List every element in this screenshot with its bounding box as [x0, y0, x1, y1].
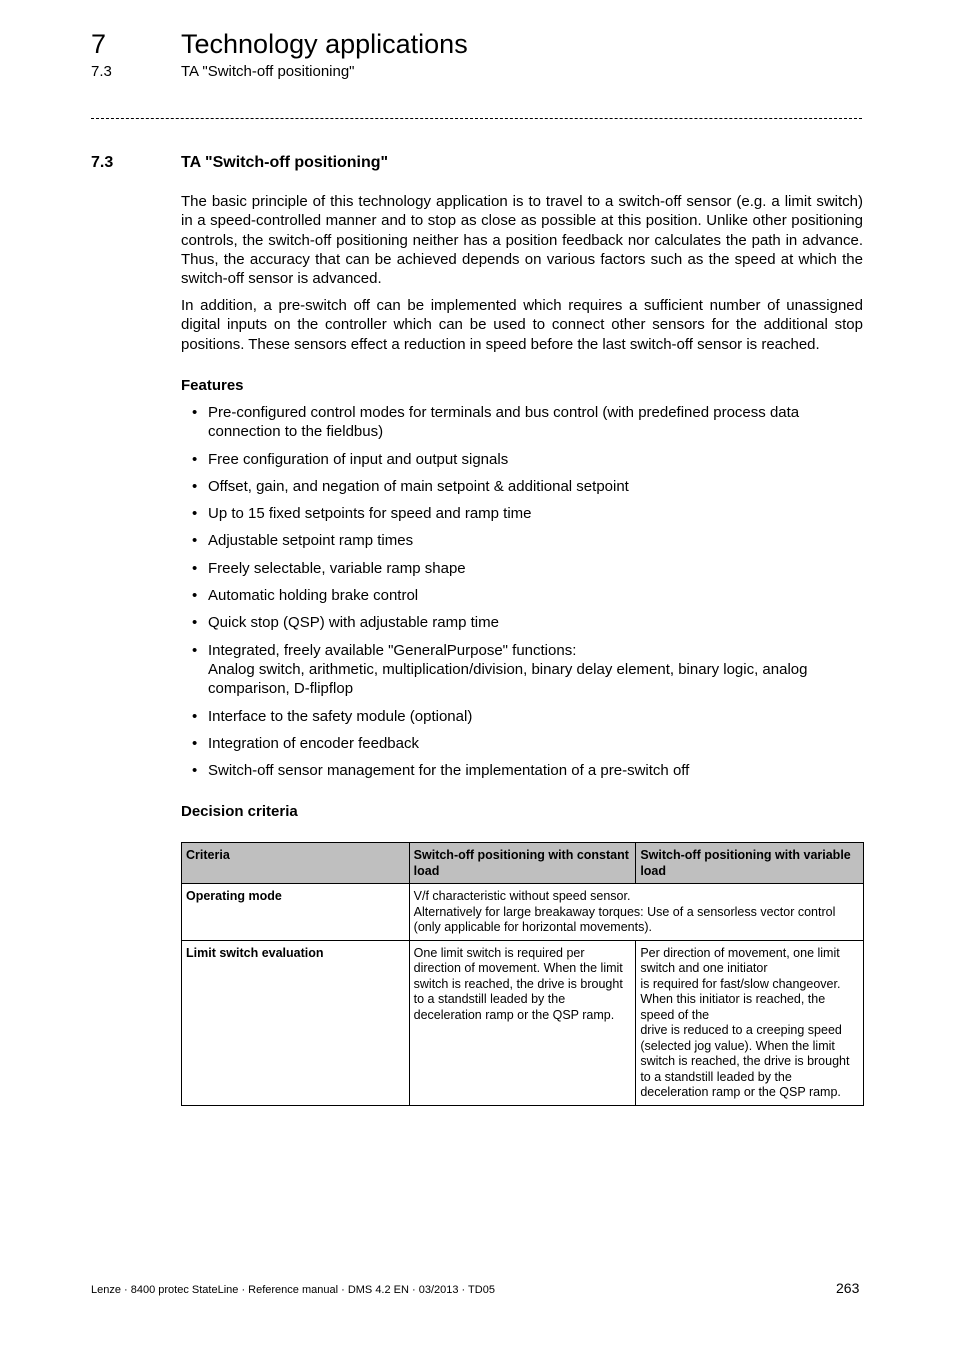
table-row: [182, 940, 864, 1105]
list-item-text: Pre-configured control modes for terminals and bus control (with predefined process data connection to the fieldbus): [208, 404, 800, 441]
bullet: •: [192, 477, 198, 495]
list-item-text: Up to 15 fixed setpoints for speed and ramp time: [208, 505, 532, 523]
list-item: [181, 477, 863, 496]
bullet: •: [192, 532, 198, 550]
table-header-row: [182, 843, 864, 884]
list-item: [181, 504, 863, 523]
list-item-text: Interface to the safety module (optional): [208, 707, 473, 725]
features-heading: Features: [181, 377, 244, 394]
list-item-detail: Analog switch, arithmetic, multiplication/division, binary delay element, binary logic, analog comparison, D-flipflop: [208, 660, 808, 698]
list-item: [181, 559, 863, 578]
column-header-constant-load: Switch-off positioning with constant load: [409, 843, 636, 884]
decision-criteria-heading: Decision criteria: [181, 803, 298, 820]
header-divider: [91, 118, 862, 119]
list-item-text: Adjustable setpoint ramp times: [208, 532, 414, 550]
list-item-text: Switch-off sensor management for the implementation of a pre-switch off: [208, 762, 690, 780]
pre-switch-paragraph: In addition, a pre-switch off can be implemented which requires a sufficient number of unassigned digital inputs on the controller which can be used to connect other sensors for the additional stop positions. These sensors effect a reduction in speed before the last switch-off sensor is reached.: [181, 297, 863, 353]
bullet: •: [192, 587, 198, 605]
list-item-text: Integrated, freely available "GeneralPurpose" functions:: [208, 641, 577, 659]
bullet: •: [192, 404, 198, 421]
chapter-title: Technology applications: [181, 29, 468, 59]
features-list: [181, 403, 863, 788]
cell-line: is required for fast/slow changeover. When this initiator is reached, the speed of the: [640, 976, 841, 1022]
list-item: [181, 531, 863, 550]
bullet: •: [192, 641, 198, 659]
list-item: [181, 734, 863, 753]
row-criterion: Limit switch evaluation: [182, 940, 410, 1105]
bullet: •: [192, 762, 198, 780]
list-item: [181, 403, 863, 442]
list-item-text: Offset, gain, and negation of main setpoint & additional setpoint: [208, 477, 629, 495]
row-criterion: Operating mode: [182, 884, 410, 941]
list-item-text: Integration of encoder feedback: [208, 734, 419, 752]
list-item: [181, 707, 863, 726]
page-number: 263: [836, 1280, 860, 1296]
list-item-text: Quick stop (QSP) with adjustable ramp time: [208, 614, 499, 632]
section-number: 7.3: [91, 154, 114, 171]
bullet: •: [192, 734, 198, 752]
decision-criteria-table: [181, 842, 864, 1106]
column-header-criteria: Criteria: [182, 843, 410, 884]
intro-paragraph: The basic principle of this technology application is to travel to a switch-off sensor (e.g. a limit switch) in a speed-controlled manner and to stop as close as possible at this position. Unlike other positioning controls, the switch-off positioning neither has a position feedback nor calculates the path in advance. Thus, the accuracy that can be achieved depends on various factors such as the speed at which the switch-off sensor is advanced.: [181, 193, 863, 288]
merged-cell: [409, 884, 863, 941]
header-section-number: 7.3: [91, 63, 112, 80]
chapter-number: 7: [91, 29, 107, 59]
bullet: •: [192, 614, 198, 632]
section-title: TA "Switch-off positioning": [181, 154, 389, 171]
list-item: [181, 450, 863, 469]
list-item: [181, 641, 863, 699]
cell-line: Per direction of movement, one limit switch and one initiator: [640, 945, 840, 975]
bullet: •: [192, 707, 198, 725]
bullet: •: [192, 559, 198, 577]
footer-text: Lenze · 8400 protec StateLine · Reference manual · DMS 4.2 EN · 03/2013 · TD05: [91, 1284, 495, 1296]
cell-line: V/f characteristic without speed sensor.: [413, 889, 631, 903]
cell-line: drive is reduced to a creeping speed (selected jog value). When the limit switch is reached, the drive is brought to a standstill leaded by the deceleration ramp or the QSP ramp.: [640, 1023, 850, 1099]
column-header-variable-load: Switch-off positioning with variable load: [636, 843, 864, 884]
list-item-text: Automatic holding brake control: [208, 587, 419, 605]
list-item: [181, 761, 863, 780]
cell-line: Alternatively for large breakaway torques: Use of a sensorless vector control (only applicable for horizontal movements).: [413, 904, 836, 934]
list-item-text: Free configuration of input and output signals: [208, 450, 509, 468]
list-item: [181, 586, 863, 605]
variable-load-cell: [636, 940, 864, 1105]
bullet: •: [192, 450, 198, 468]
constant-load-cell: One limit switch is required per direction of movement. When the limit switch is reached, the drive is brought to a standstill leaded by the deceleration ramp or the QSP ramp.: [409, 940, 636, 1105]
bullet: •: [192, 505, 198, 523]
list-item-text: Freely selectable, variable ramp shape: [208, 559, 466, 577]
list-item: [181, 613, 863, 632]
table-row: [182, 884, 864, 941]
header-section-title: TA "Switch-off positioning": [181, 63, 355, 80]
